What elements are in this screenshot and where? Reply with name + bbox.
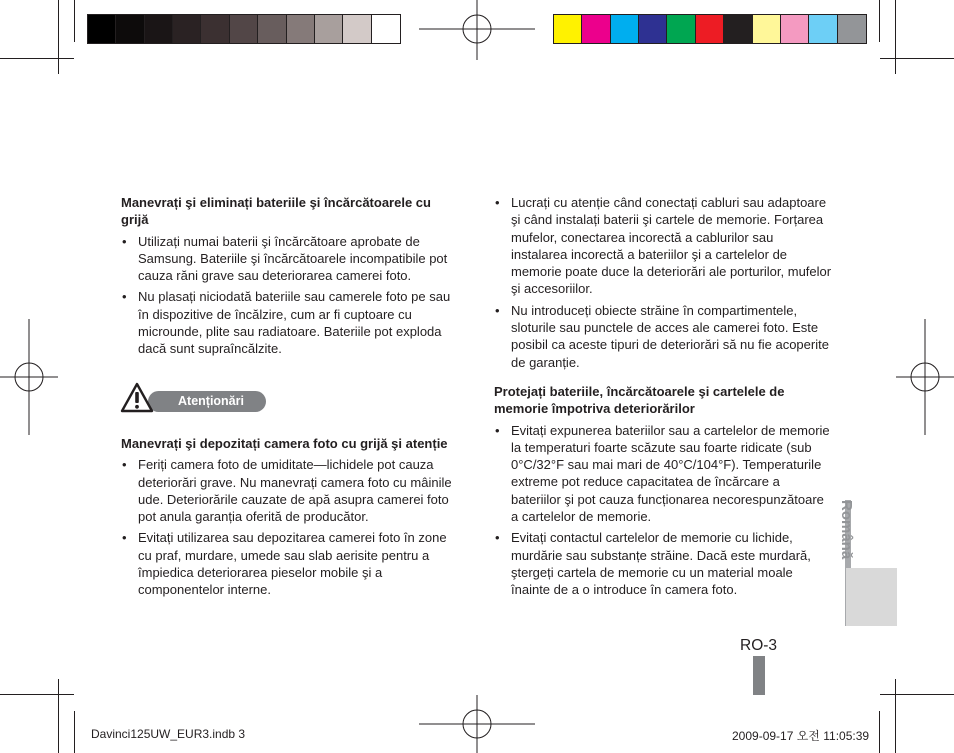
crop-mark (58, 679, 59, 753)
crop-mark (0, 694, 74, 695)
grayscale-calibration-bar (87, 14, 401, 44)
bullet-list (121, 233, 461, 358)
registration-mark-icon (896, 319, 954, 435)
color-swatch (343, 15, 371, 43)
page-marker-bar (753, 656, 765, 695)
color-swatch (809, 15, 837, 43)
warning-label: Atenționări (148, 391, 266, 412)
section-heading: Manevrați şi eliminați bateriile şi încărcătoarele cu grijă (121, 195, 431, 228)
bullet-list (494, 422, 832, 599)
color-swatch (554, 15, 582, 43)
crop-mark (895, 0, 896, 74)
registration-mark-icon (419, 695, 535, 753)
footer-file-info: Davinci125UW_EUR3.indb 3 (91, 727, 246, 741)
crop-mark (74, 0, 75, 42)
left-column (121, 194, 461, 362)
color-swatch (753, 15, 781, 43)
color-swatch (315, 15, 343, 43)
crop-mark (58, 0, 59, 74)
list-item: • Nu introduceți obiecte străine în compartimentele, sloturile sau punctele de acces ale camerei foto. Este posibil ca aceste tipuri de deteriorări să nu fie acoperite de garanție. (494, 302, 832, 371)
color-swatch (838, 15, 866, 43)
footer-timestamp: 2009-09-17 오전 11:05:39 (732, 729, 870, 743)
crop-mark (880, 58, 954, 59)
color-swatch (230, 15, 258, 43)
color-swatch (724, 15, 752, 43)
left-column-lower (121, 435, 461, 603)
bullet-list (494, 194, 832, 371)
bullet-list (121, 456, 461, 598)
color-swatch (639, 15, 667, 43)
list-item: • Feriți camera foto de umiditate—lichidele pot cauza deteriorări grave. Nu manevrați camera foto cu mâinile ude. Deteriorările cauzate de apă asupra camerei foto pot anula garanția oferită de producător. (121, 456, 461, 525)
section-heading: Protejați bateriile, încărcătoarele şi cartelele de memorie împotriva deteriorărilor (494, 383, 785, 417)
color-swatch (201, 15, 229, 43)
color-swatch (258, 15, 286, 43)
list-item: • Evitați contactul cartelelor de memorie cu lichide, murdărie sau substanțe străine. Dacă este murdară, ştergeți cartela de memorie cu un material moale înainte de a o introduce în camera foto. (494, 529, 832, 598)
crop-mark (879, 0, 880, 42)
right-column (494, 194, 832, 603)
color-swatch (781, 15, 809, 43)
list-item: • Lucrați cu atenție când conectați cabluri sau adaptoare şi când instalați baterii şi cartele de memorie. Forțarea mufelor, conectarea incorectă a cablurilor sau instalarea incorectă a bateriilor şi a cartelelor de memorie poate duce la deteriorări ale porturilor, mufelor şi accesoriilor. (494, 194, 832, 298)
language-label: Română (838, 500, 855, 560)
crop-mark (895, 679, 896, 753)
list-item: • Evitați expunerea bateriilor sau a cartelelor de memorie la temperaturi foarte scăzute sau foarte ridicate (sub 0°C/32°F sau mai mari de 40°C/104°F). Temperaturile extreme pot reduce capacitatea de încărcare a bateriilor şi pot cauza funcționarea necorespunzătoare a cartelelor de memorie. (494, 422, 832, 526)
list-item: • Utilizați numai baterii şi încărcătoare aprobate de Samsung. Bateriile şi încărcătoarele incompatibile pot cauza răni grave sau deteriorarea camerei foto. (121, 233, 461, 285)
section-heading: Manevrați şi depozitați camera foto cu grijă şi atenție (121, 436, 448, 451)
color-swatch (116, 15, 144, 43)
warning-callout (120, 382, 250, 414)
color-swatch (145, 15, 173, 43)
color-swatch (667, 15, 695, 43)
registration-mark-icon (419, 0, 535, 60)
registration-mark-icon (0, 319, 58, 435)
crop-mark (880, 694, 954, 695)
color-swatch (372, 15, 400, 43)
language-tab (846, 568, 897, 626)
warning-triangle-icon (120, 382, 154, 414)
list-item: • Nu plasați niciodată bateriile sau camerele foto pe sau în dispozitive de încălzire, cum ar fi cuptoare cu microunde, plite sau radiatoare. Bateriile pot exploda dacă sunt supraîncălzite. (121, 288, 461, 357)
color-swatch (88, 15, 116, 43)
color-swatch (696, 15, 724, 43)
color-swatch (611, 15, 639, 43)
crop-mark (74, 711, 75, 753)
color-swatch (173, 15, 201, 43)
crop-mark (879, 711, 880, 753)
color-calibration-bar (553, 14, 867, 44)
page-number: RO-3 (740, 637, 778, 654)
color-swatch (582, 15, 610, 43)
crop-mark (0, 58, 74, 59)
color-swatch (287, 15, 315, 43)
list-item: • Evitați utilizarea sau depozitarea camerei foto în zone cu praf, murdare, umede sau slab aerisite pentru a împiedica deteriorarea pieselor mobile şi a componentelor interne. (121, 529, 461, 598)
